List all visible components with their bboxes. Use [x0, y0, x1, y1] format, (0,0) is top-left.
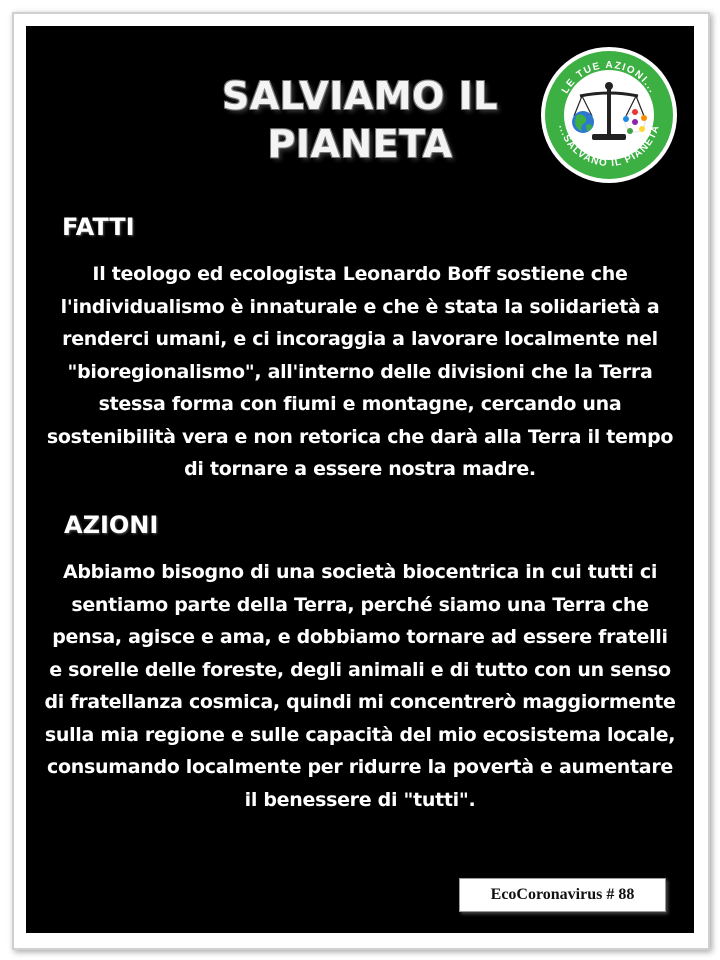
globe-icon — [572, 111, 594, 133]
azioni-text: Abbiamo bisogno di una società biocentrica in cui tutti ci sentiamo parte della Terra, perché siamo una Terra che pensa, agisce e ama, e dobbiamo tornare ad essere fratelli e sorelle delle foreste, degli animali e di tutto con un senso di fratellanza cosmica, quindi mi concentrerò maggiormente sulla mia regione e sulle capacità del mio ecosistema locale, consumando localmente per ridurre la povertà e aumentare il benessere di "tutti". — [44, 561, 676, 811]
page-title: SALVIAMO IL PIANETA — [222, 74, 498, 166]
logo-top-text: LE TUE AZIONI... — [559, 59, 659, 96]
series-tag: EcoCoronavirus # 88 — [459, 878, 666, 912]
fatti-text: Il teologo ed ecologista Leonardo Boff sostiene che l'individualismo è innaturale e che è stata la solidarietà a renderci umani, e ci incoraggia a lavorare localmente nel "bioregionalismo", all'interno delle divisioni che la Terra stessa forma con fiumi e montagne, cercando una sostenibilità vera e non retorica che darà alla Terra il tempo di tornare a essere nostra madre. — [46, 263, 674, 480]
logo — [540, 46, 678, 184]
azioni-heading: AZIONI — [64, 511, 159, 539]
fatti-heading: FATTI — [62, 213, 135, 241]
logo-bottom-text: ...SALVANO IL PIANETA — [556, 123, 662, 170]
